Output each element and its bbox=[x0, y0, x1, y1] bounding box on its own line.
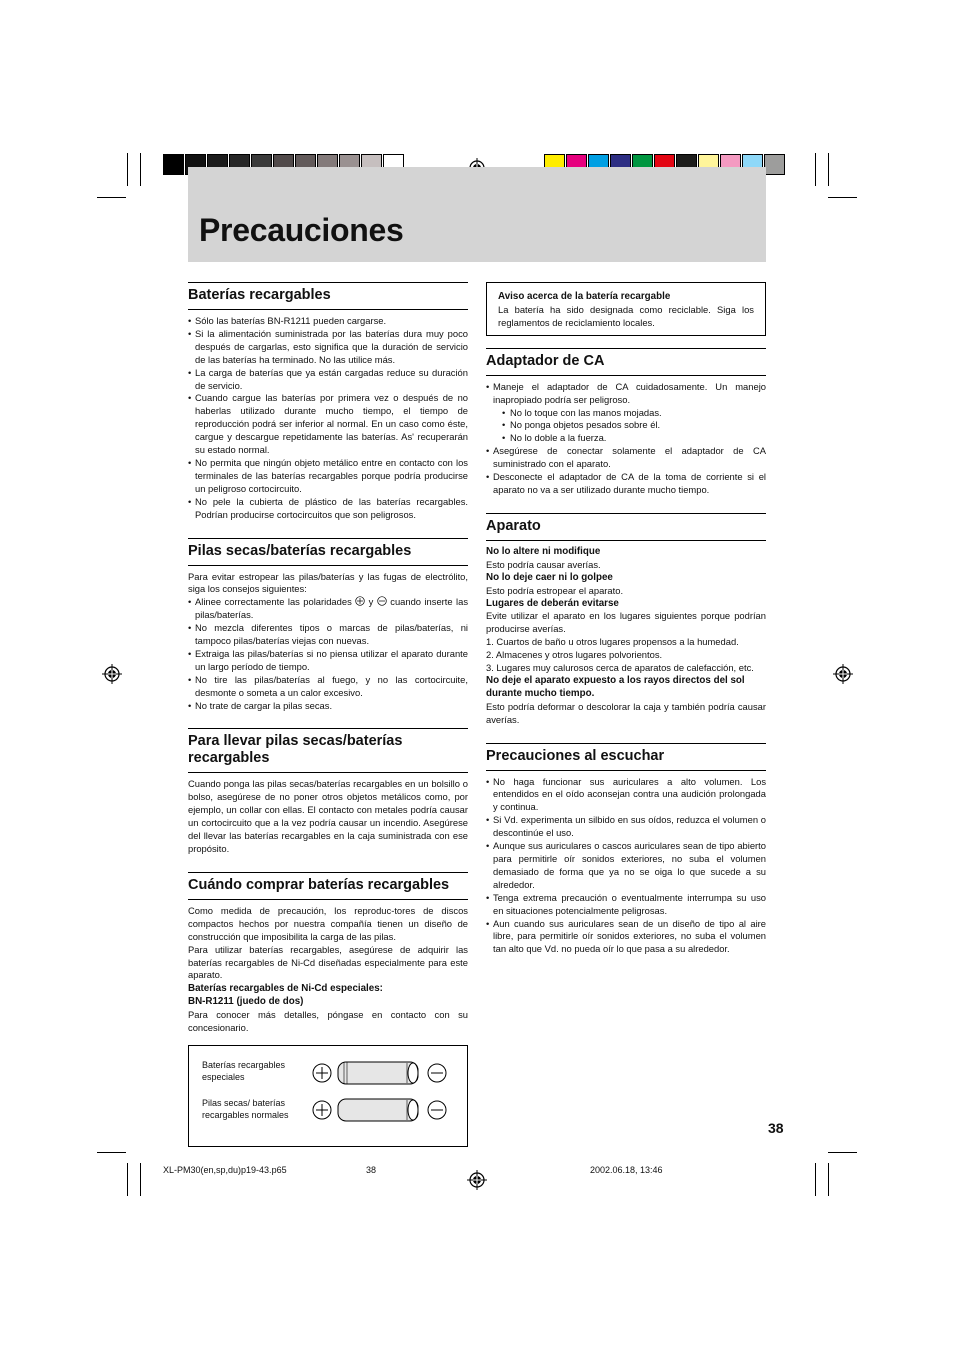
battery-label-special: Baterías recargables especiales bbox=[202, 1059, 286, 1082]
crop-mark bbox=[127, 153, 128, 186]
recycling-notice-box bbox=[486, 282, 766, 336]
list-item: 3. Lugares muy calurosos cerca de aparatos de calefacción, etc. bbox=[486, 662, 754, 674]
special-battery-icon bbox=[311, 1060, 447, 1086]
list-item: • Sólo las baterías BN-R1211 pueden cargarse. bbox=[188, 315, 468, 328]
normal-battery-icon bbox=[311, 1097, 447, 1123]
polarity-text: y bbox=[368, 596, 374, 608]
bullet-list bbox=[486, 381, 766, 497]
body-text: Esto podría causar averías. bbox=[486, 558, 601, 570]
registration-mark-icon bbox=[102, 664, 122, 684]
section-aparato bbox=[486, 513, 766, 727]
body-text: Cuando ponga las pilas secas/baterías recargables en un bolsillo o bolso, asegúrese de no poner otros objetos metálicos como, por ejemplo, un collar con ellas. El contacto con metales podría causar un cortocircuito que a la vez podría causar un incendio. Asegúrese del llevar las baterías recargables en la caja suministrada con ese propósito. bbox=[188, 778, 468, 854]
battery-label-normal: Pilas secas/ baterías recargables normales bbox=[202, 1097, 289, 1120]
list-item: • No mezcla diferentes tipos o marcas de pilas/baterías, ni tampoco pilas/baterías viejas con nuevas. bbox=[188, 622, 468, 648]
section-heading: Precauciones al escuchar bbox=[486, 743, 766, 771]
list-item: 2. Almacenes y otros lugares polvorientos. bbox=[486, 649, 663, 661]
bullet-list bbox=[188, 315, 468, 522]
list-item: • Extraiga las pilas/baterías si no piensa utilizar el aparato durante un largo período de tiempo. bbox=[188, 648, 468, 674]
left-column bbox=[188, 282, 468, 1147]
list-item: • No haga funcionar sus auriculares a alto volumen. Los entendidos en el oído aconsejan contra una audición prolongada y continua. bbox=[486, 776, 766, 815]
list-item: • No pele la cubierta de plástico de las baterías recargables. Podrían producirse cortocircuitos que son peligrosos. bbox=[188, 496, 468, 522]
bold-text: No deje el aparato expuesto a los rayos directos del sol durante mucho tiempo. bbox=[486, 674, 745, 699]
minus-polarity-icon bbox=[377, 596, 387, 606]
sub-bullet-list bbox=[493, 407, 766, 446]
section-baterias-recargables bbox=[188, 282, 468, 522]
section-heading: Para llevar pilas secas/baterías recargables bbox=[188, 728, 468, 773]
body-text: Para utilizar baterías recargables, asegúrese de adquirir las baterías recargables de Ni-Cd diseñadas especialmente para este aparato. bbox=[188, 943, 468, 981]
crop-mark bbox=[815, 1163, 816, 1196]
plus-polarity-icon bbox=[355, 596, 365, 606]
section-pilas-secas bbox=[188, 538, 468, 713]
section-adaptador-ca bbox=[486, 348, 766, 497]
bold-text: No lo deje caer ni lo golpee bbox=[486, 571, 613, 583]
bullet-list bbox=[188, 596, 468, 712]
list-item: • Si Vd. experimenta un silbido en sus oídos, reduzca el volumen o descontinúe el uso. bbox=[486, 814, 766, 840]
footer-page: 38 bbox=[366, 1165, 377, 1175]
gray-swatch bbox=[163, 154, 184, 175]
polarity-text: cuando inserte las pilas/baterías. bbox=[195, 596, 469, 621]
crop-mark bbox=[828, 1152, 857, 1153]
list-item: • No tire las pilas/baterías al fuego, y no las cortocircuite, desmonte o someta a un calor excesivo. bbox=[188, 674, 468, 700]
bold-text: BN-R1211 (juedo de dos) bbox=[188, 996, 304, 1008]
body-text: Evite utilizar el aparato en los lugares siguientes porque podrían producirse averías. bbox=[486, 610, 766, 635]
list-item: • No trate de cargar la pilas secas. bbox=[188, 700, 468, 713]
list-item: • Si la alimentación suministrada por las baterías dura muy poco después de cargarlas, esto significa que la duración de servicio de las baterías ha terminado. No las utilice más. bbox=[188, 328, 468, 367]
crop-mark bbox=[828, 153, 829, 186]
registration-mark-icon bbox=[833, 664, 853, 684]
footer-date: 2002.06.18, 13:46 bbox=[590, 1165, 663, 1175]
list-item: 1. Cuartos de baño u otros lugares propensos a la humedad. bbox=[486, 636, 739, 648]
page-title: Precauciones bbox=[199, 212, 404, 248]
notice-text: La batería ha sido designada como reciclable. Siga los reglamentos de reciclamiento locales. bbox=[498, 303, 754, 328]
body-text: Esto podría deformar o descolorar la caja y también podría causar averías. bbox=[486, 700, 766, 725]
section-heading: Pilas secas/baterías recargables bbox=[188, 538, 468, 566]
section-para-llevar bbox=[188, 728, 468, 855]
bullet-list bbox=[486, 776, 766, 957]
crop-mark bbox=[97, 197, 126, 198]
bold-text: Baterías recargables de Ni-Cd especiales: bbox=[188, 983, 383, 995]
crop-mark bbox=[140, 153, 141, 186]
crop-mark bbox=[140, 1163, 141, 1196]
list-item-text: Maneje el adaptador de CA cuidadosamente. Un manejo inapropiado podría ser peligroso. bbox=[493, 380, 766, 405]
section-cuando-comprar bbox=[188, 872, 468, 1147]
intro-text: Para evitar estropear las pilas/baterías y las fugas de electrólito, siga los consejos siguientes: bbox=[188, 570, 468, 595]
polarity-text: Alinee correctamente las polaridades bbox=[195, 596, 352, 608]
list-item: • La carga de baterías que ya están cargadas reduce su duración de servicio. bbox=[188, 367, 468, 393]
color-swatch bbox=[764, 154, 785, 175]
notice-title: Aviso acerca de la batería recargable bbox=[498, 291, 671, 302]
registration-mark-icon bbox=[467, 1170, 487, 1190]
footer-file: XL-PM30(en,sp,du)p19-43.p65 bbox=[163, 1165, 287, 1175]
bold-text: Lugares de deberán evitarse bbox=[486, 597, 619, 609]
list-item: • Asegúrese de conectar solamente el adaptador de CA suministrado con el aparato. bbox=[486, 445, 766, 471]
crop-mark bbox=[828, 197, 857, 198]
list-item bbox=[486, 381, 766, 446]
list-item: • Desconecte el adaptador de CA de la toma de corriente si el aparato no va a ser utilizado durante mucho tiempo. bbox=[486, 471, 766, 497]
list-item: • Cuando cargue las baterías por primera vez o después de no haberlas utilizado durante mucho tiempo, el tiempo de reproducción podrá ser inferior al normal. En un caso como éste, cargue y descargue repetidamente las baterías. As' recuperarán su estado normal. bbox=[188, 392, 468, 457]
section-heading: Adaptador de CA bbox=[486, 348, 766, 376]
numbered-list bbox=[486, 636, 766, 675]
list-item: • Tenga extrema precaución o eventualmente interrumpa su uso en situaciones potencialmente peligrosas. bbox=[486, 892, 766, 918]
sub-list-item: • No lo doble a la fuerza. bbox=[502, 432, 766, 445]
body-text: Como medida de precaución, los reproduc-tores de discos compactos hechos por nuestra compañía tienen un diseño de construcción que imposibilita la carga de las pilas. bbox=[188, 904, 468, 942]
battery-illustration-box bbox=[188, 1045, 468, 1147]
list-item: • Aun cuando sus auriculares sean de un diseño de tipo al aire libre, para permitirle oír sonidos exteriores, no suba el volumen tan alto que Vd. no pueda oír lo que pasa a su alrededor. bbox=[486, 918, 766, 957]
sub-list-item: • No lo toque con las manos mojadas. bbox=[502, 407, 766, 420]
list-item bbox=[188, 596, 468, 622]
section-heading: Baterías recargables bbox=[188, 282, 468, 310]
list-item: • No permita que ningún objeto metálico entre en contacto con los terminales de las baterías recargables porque podría producirse un peligroso cortocircuito. bbox=[188, 457, 468, 496]
crop-mark bbox=[828, 1163, 829, 1196]
right-column bbox=[486, 282, 766, 972]
list-item: • Aunque sus auriculares o cascos auriculares sean de tipo abierto para permitirle oír sonidos exteriores, no suba el volumen demasiado de forma que ya no se oiga lo que sucede a su alrededor. bbox=[486, 840, 766, 892]
section-heading: Cuándo comprar baterías recargables bbox=[188, 872, 468, 900]
crop-mark bbox=[815, 153, 816, 186]
sub-list-item: • No ponga objetos pesados sobre él. bbox=[502, 419, 766, 432]
body-text: Para conocer más detalles, póngase en contacto con su concesionario. bbox=[188, 1009, 468, 1034]
page-number: 38 bbox=[768, 1120, 784, 1136]
crop-mark bbox=[97, 1152, 126, 1153]
section-precauciones-escuchar bbox=[486, 743, 766, 957]
bold-text: No lo altere ni modifique bbox=[486, 545, 601, 557]
body-text: Esto podría estropear el aparato. bbox=[486, 584, 624, 596]
section-heading: Aparato bbox=[486, 513, 766, 541]
crop-mark bbox=[127, 1163, 128, 1196]
